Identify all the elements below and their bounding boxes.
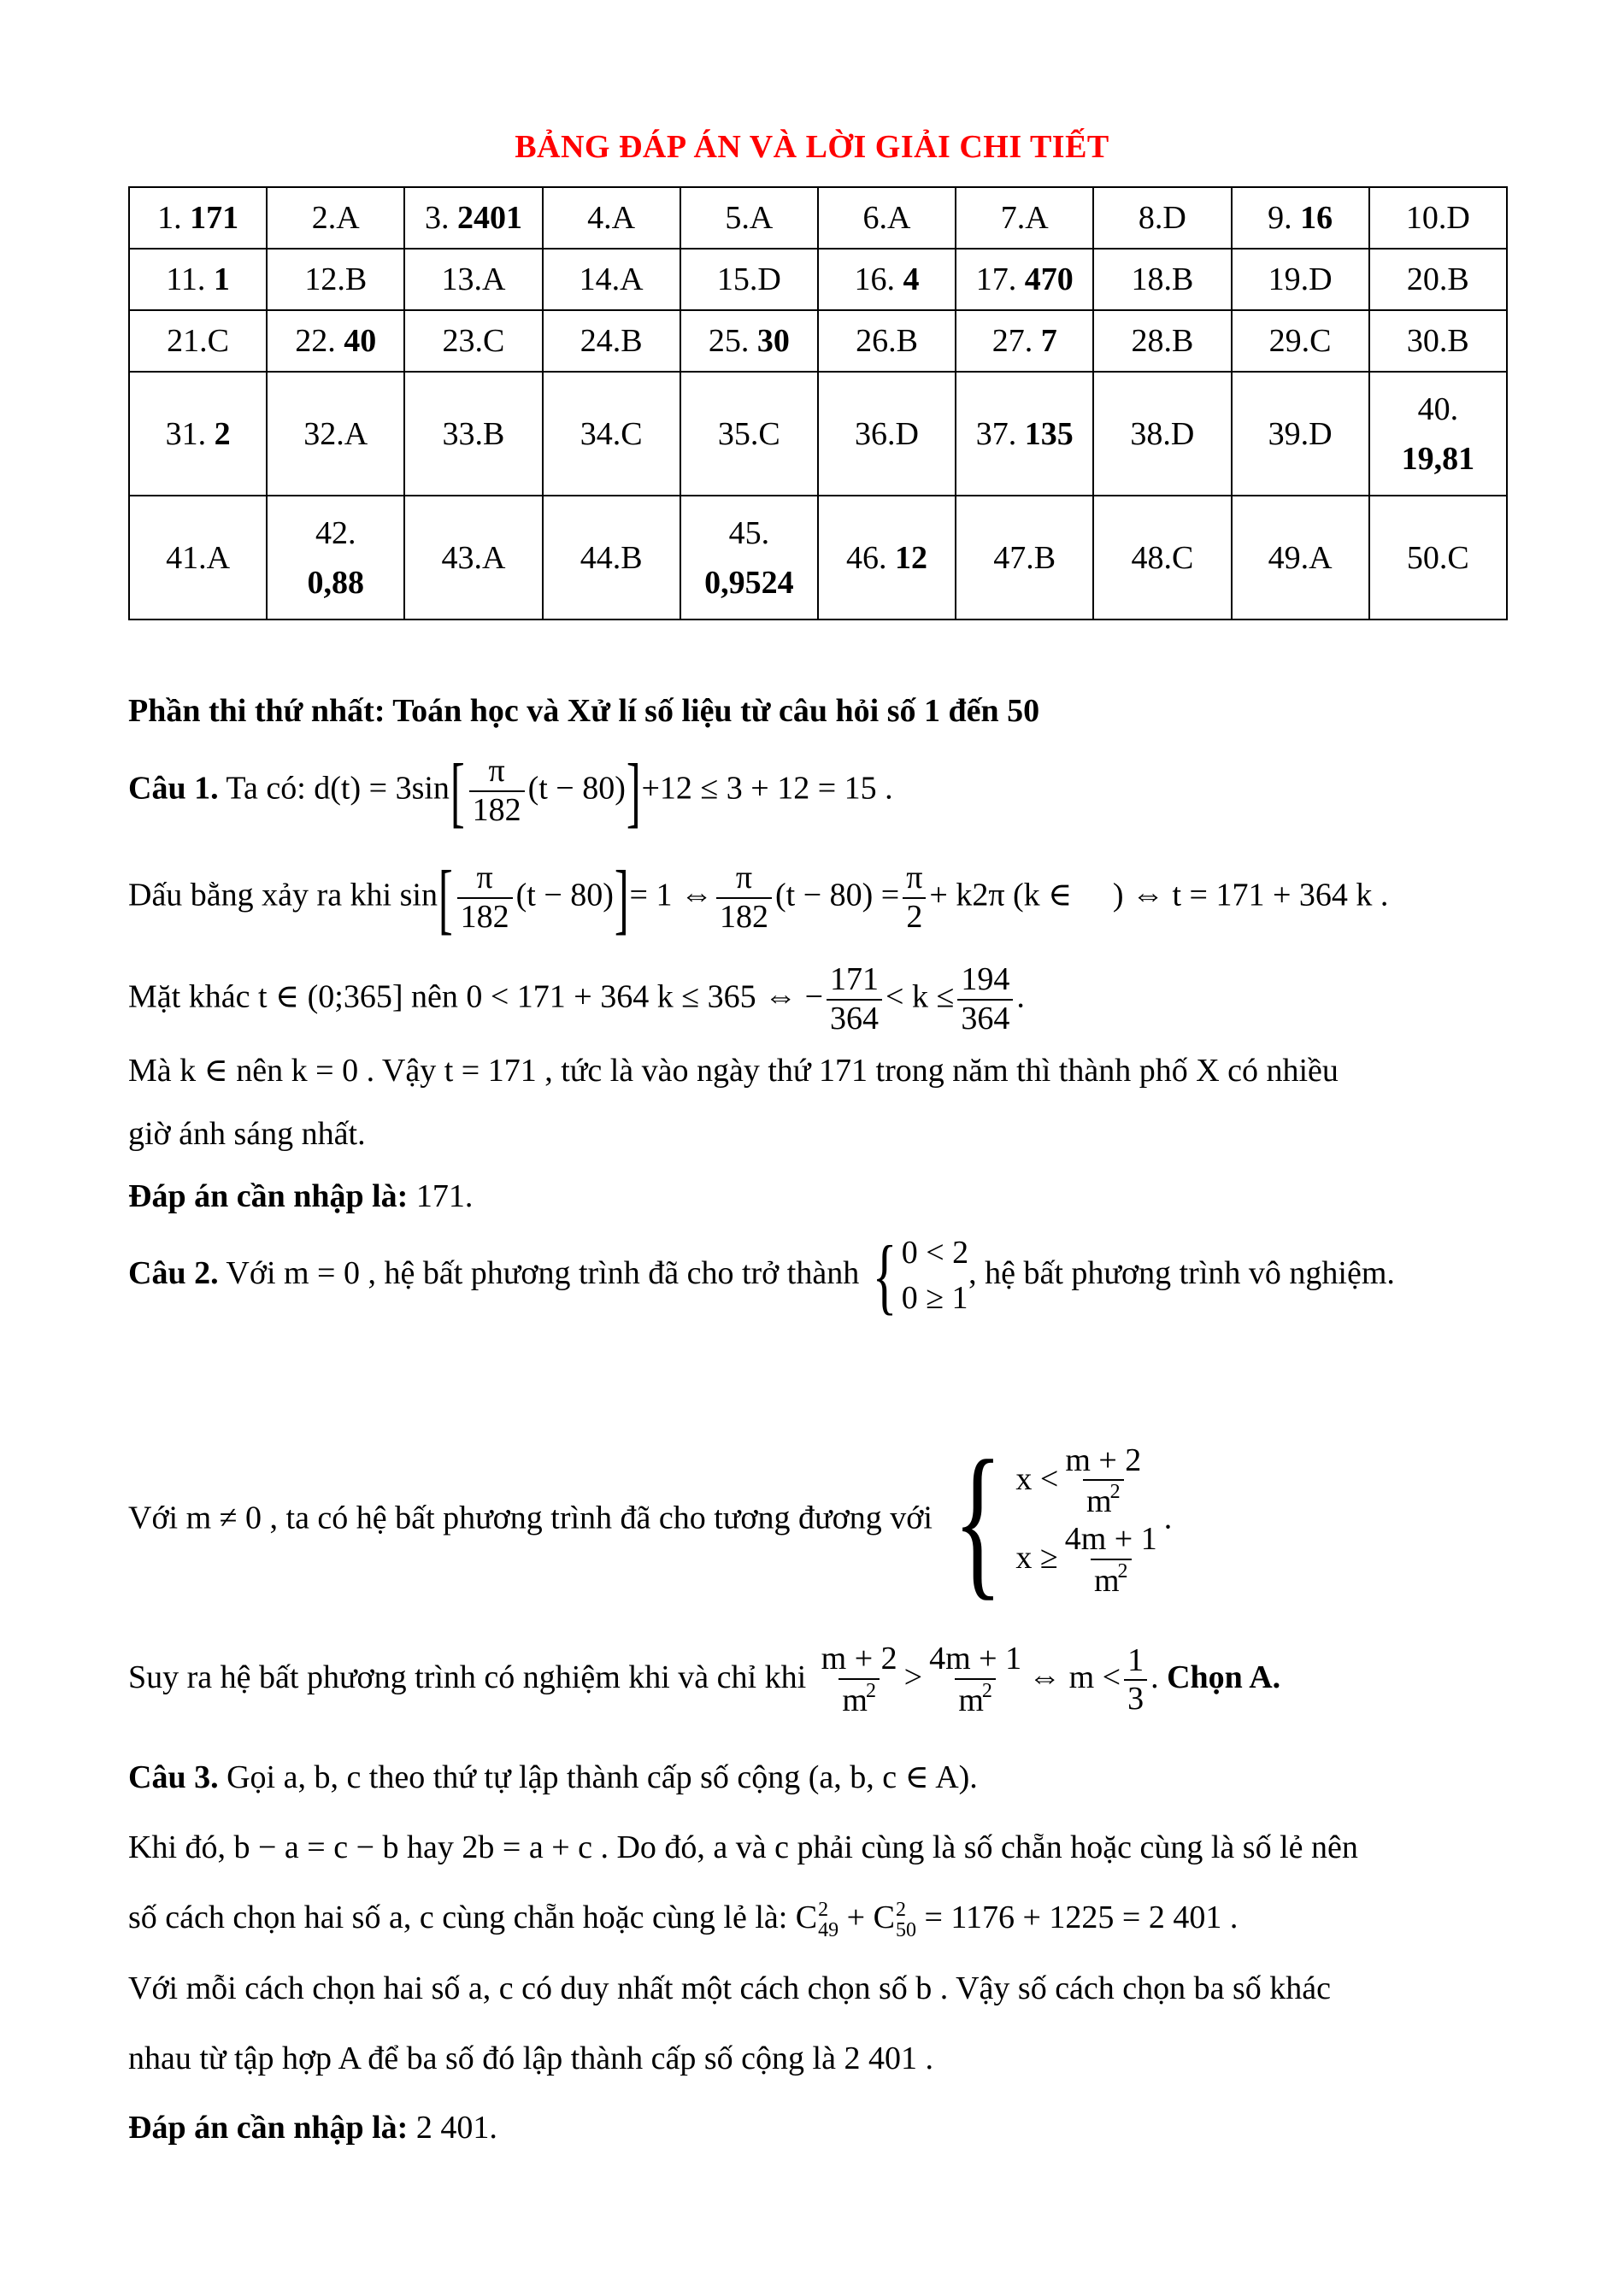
answer-value: B — [621, 323, 643, 359]
answer-value: B — [1033, 539, 1056, 576]
q3-combo-50: 2 50 — [895, 1899, 916, 1942]
question-number: 44. — [580, 539, 621, 576]
answer-cell — [267, 372, 404, 496]
q3-combo-49: 2 49 — [818, 1899, 839, 1942]
answer-value: 2 — [214, 415, 231, 452]
answer-cell — [129, 249, 267, 310]
answer-table — [128, 186, 1508, 620]
q1-frac-pi-182: $\frac{\pi}{182}$ — [469, 753, 525, 829]
question-number: 42. — [315, 514, 356, 551]
question-number: 24. — [580, 323, 621, 359]
q3-answer-label: Đáp án cần nhập là: — [128, 2110, 409, 2146]
answer-value: 2401 — [456, 200, 522, 236]
question-number: 33. — [442, 415, 484, 452]
answer-value: 470 — [1024, 261, 1074, 297]
answer-cell — [267, 249, 404, 310]
answer-value: C — [1309, 323, 1332, 359]
question-number: 16. — [854, 261, 896, 297]
question-number: 23. — [442, 323, 484, 359]
question-number: 8. — [1138, 200, 1163, 236]
q1-answer-value: 171. — [415, 1178, 474, 1214]
question-number: 15. — [716, 261, 758, 297]
answer-value: 0,9524 — [704, 564, 794, 601]
question-number: 41. — [166, 539, 207, 576]
answer-value: C — [1171, 539, 1194, 576]
question-number: 19. — [1268, 261, 1309, 297]
question-number: 14. — [579, 261, 621, 297]
answer-value: 19,81 — [1401, 440, 1475, 477]
q1-intro: Ta có: — [226, 770, 306, 807]
answer-cell — [267, 187, 404, 249]
answer-value: 1 — [213, 261, 230, 297]
answer-value: A — [611, 200, 636, 236]
answer-cell — [1232, 372, 1369, 496]
answer-value: A — [1309, 539, 1333, 576]
answer-value: D — [1309, 261, 1333, 297]
answer-cell — [543, 372, 680, 496]
q1-line2-intro: Dấu bằng xảy ra khi sin — [128, 877, 438, 913]
answer-cell — [1369, 496, 1507, 620]
answer-cell — [1232, 249, 1369, 310]
page-title: BẢNG ĐÁP ÁN VÀ LỜI GIẢI CHI TIẾT — [515, 129, 1109, 165]
answer-cell — [404, 187, 542, 249]
section-heading: Phần thi thứ nhất: Toán học và Xử lí số liệu từ câu hỏi số 1 đến 50 — [128, 693, 1040, 729]
answer-cell — [267, 310, 404, 372]
q3-line-5: nhau từ tập hợp A để ba số đó lập thành cấp số cộng là 2 401 . — [128, 2041, 933, 2076]
answer-value: A — [749, 200, 774, 236]
answer-cell — [956, 372, 1093, 496]
question-number: 12. — [304, 261, 345, 297]
q1-line3-intro: Mặt khác t ∈ (0;365] nên 0 < 171 + 364 k ≤ 365 ⇔ − — [128, 978, 824, 1015]
answer-value: 0,88 — [307, 564, 365, 601]
answer-value: 40 — [344, 323, 377, 359]
q2-frac-m-plus-2: $\frac{m + 2}{m^2}$ — [821, 1641, 897, 1718]
question-number: 34. — [580, 415, 621, 452]
answer-row — [129, 249, 1507, 310]
question-number: 20. — [1406, 261, 1448, 297]
answer-value: B — [1171, 261, 1194, 297]
question-number: 48. — [1131, 539, 1172, 576]
answer-cell — [404, 372, 542, 496]
q1-line2-eq2: (t − 80) = — [774, 877, 900, 913]
brace-icon: { — [872, 1228, 897, 1324]
answer-value: 171 — [190, 200, 239, 236]
answer-cell — [818, 187, 956, 249]
answer-value: 16 — [1300, 200, 1333, 236]
question-number: 46. — [846, 539, 887, 576]
q1-line-2 — [128, 854, 1389, 942]
answer-value: B — [344, 261, 368, 297]
answer-value: 12 — [895, 539, 928, 576]
answer-cell — [1093, 372, 1231, 496]
q2-line-2 — [128, 1426, 1173, 1615]
answer-cell — [1093, 310, 1231, 372]
answer-value: A — [344, 415, 368, 452]
q1-answer — [128, 1177, 473, 1215]
answer-cell — [404, 496, 542, 620]
answer-row — [129, 310, 1507, 372]
question-number: 47. — [993, 539, 1034, 576]
answer-value: D — [895, 415, 919, 452]
answer-cell — [267, 496, 404, 620]
q2-line3-end: . — [1150, 1659, 1159, 1695]
q1-line-1 — [128, 748, 893, 835]
q1-line2-eq1: = 1 ⇔ — [629, 877, 713, 913]
question-number: 45. — [728, 514, 770, 551]
answer-value: B — [1447, 261, 1469, 297]
question-number: 22. — [295, 323, 336, 359]
answer-cell — [1232, 310, 1369, 372]
answer-cell — [129, 496, 267, 620]
q3-line3-end: = 1176 + 1225 = 2 401 . — [924, 1900, 1239, 1935]
q3-line3-intro: số cách chọn hai số a, c cùng chẵn hoặc cùng lẻ là: C — [128, 1900, 818, 1935]
answer-value: B — [896, 323, 918, 359]
q1-line3-dot: . — [1016, 978, 1025, 1015]
answer-cell — [1369, 187, 1507, 249]
question-number: 11. — [166, 261, 206, 297]
question-number: 10. — [1405, 200, 1447, 236]
q2-line3-intro: Suy ra hệ bất phương trình có nghiệm khi và chỉ khi — [128, 1659, 807, 1695]
answer-value: D — [1446, 200, 1470, 236]
answer-value: D — [1170, 415, 1195, 452]
q1-t80: (t − 80) — [527, 770, 626, 807]
question-number: 9. — [1268, 200, 1292, 236]
answer-value: C — [621, 415, 643, 452]
q2-line2-dot: . — [1163, 1500, 1173, 1536]
answer-value: C — [483, 323, 505, 359]
answer-value: A — [1025, 200, 1049, 236]
answer-cell — [1232, 496, 1369, 620]
q2-iff: ⇔ m < — [1028, 1659, 1121, 1695]
q2-system-1: 0 < 2 0 ≥ 1 — [901, 1235, 969, 1317]
answer-value: 4 — [903, 261, 920, 297]
answer-cell — [1369, 310, 1507, 372]
answer-cell — [129, 310, 267, 372]
answer-value: 30 — [756, 323, 790, 359]
q1-t80-b: (t − 80) — [515, 877, 614, 913]
question-number: 6. — [862, 200, 888, 236]
q1-line2-eq3: + k2π (k ∈ — [929, 877, 1073, 913]
answer-cell — [818, 249, 956, 310]
answer-cell — [543, 187, 680, 249]
q3-line1-text: Gọi a, b, c theo thứ tự lập thành cấp số cộng (a, b, c ∈ A). — [227, 1759, 978, 1795]
question-number: 17. — [975, 261, 1017, 297]
answer-cell — [543, 310, 680, 372]
q1-frac-171-364: $\frac{171}{364}$ — [827, 961, 882, 1037]
answer-row — [129, 496, 1507, 620]
q3-line-2: Khi đó, b − a = c − b hay 2b = a + c . Do đó, a và c phải cùng là số chẵn hoặc cùng là số lẻ nên — [128, 1829, 1358, 1865]
answer-cell — [404, 249, 542, 310]
q3-plus-c: + C — [846, 1900, 895, 1935]
right-bracket-icon: ] — [614, 854, 629, 942]
q1-line2-eq4: ) ⇔ t = 171 + 364 k . — [1112, 877, 1389, 913]
question-number: 3. — [424, 200, 450, 236]
q1-answer-label: Đáp án cần nhập là: — [128, 1178, 409, 1214]
brace-icon: { — [953, 1426, 1003, 1615]
answer-value: A — [481, 261, 506, 297]
answer-value: B — [1171, 323, 1194, 359]
answer-value: B — [1447, 323, 1469, 359]
q3-line-1 — [128, 1758, 978, 1796]
q3-answer — [128, 2109, 497, 2146]
question-number: 4. — [587, 200, 612, 236]
answer-cell — [129, 372, 267, 496]
question-number: 38. — [1130, 415, 1171, 452]
answer-cell — [543, 496, 680, 620]
answer-cell — [404, 310, 542, 372]
q1-line3-mid: < k ≤ — [886, 978, 955, 1015]
q2-after1: , hệ bất phương trình vô nghiệm. — [968, 1254, 1395, 1291]
q1-line-4: Mà k ∈ nên k = 0 . Vậy t = 171 , tức là vào ngày thứ 171 trong năm thì thành phố X có nhiều — [128, 1053, 1339, 1089]
answer-value: A — [887, 200, 911, 236]
question-number: 39. — [1268, 415, 1309, 452]
q2-gt: > — [903, 1659, 923, 1695]
question-number: 25. — [708, 323, 750, 359]
left-bracket-icon: [ — [438, 854, 453, 942]
answer-cell — [680, 496, 818, 620]
answer-value: A — [620, 261, 644, 297]
answer-cell — [818, 310, 956, 372]
answer-cell — [956, 496, 1093, 620]
q3-label: Câu 3. — [128, 1759, 219, 1795]
answer-value: B — [621, 539, 643, 576]
q2-intro: Với m = 0 , hệ bất phương trình đã cho trở thành — [226, 1254, 860, 1291]
right-bracket-icon: ] — [626, 748, 641, 835]
answer-value: A — [336, 200, 360, 236]
q1-label: Câu 1. — [128, 770, 219, 807]
answer-cell — [680, 310, 818, 372]
question-number: 21. — [167, 323, 208, 359]
answer-value: B — [483, 415, 505, 452]
question-number: 35. — [717, 415, 759, 452]
answer-cell — [818, 372, 956, 496]
answer-cell — [1369, 249, 1507, 310]
q2-label: Câu 2. — [128, 1254, 219, 1291]
answer-cell — [956, 249, 1093, 310]
question-number: 36. — [855, 415, 896, 452]
q2-choose: Chọn A. — [1167, 1659, 1281, 1695]
answer-cell — [956, 310, 1093, 372]
q1-eq-left: d(t) = 3sin — [314, 770, 450, 807]
answer-value: 135 — [1024, 415, 1074, 452]
q2-line-1 — [128, 1228, 1395, 1324]
question-number: 30. — [1406, 323, 1448, 359]
answer-cell — [956, 187, 1093, 249]
answer-cell — [1093, 496, 1231, 620]
answer-cell — [680, 187, 818, 249]
answer-cell — [1093, 187, 1231, 249]
question-number: 7. — [1000, 200, 1026, 236]
answer-row — [129, 372, 1507, 496]
q2-line2-intro: Với m ≠ 0 , ta có hệ bất phương trình đã cho tương đương với — [128, 1500, 933, 1536]
q3-line-3 — [128, 1899, 1238, 1941]
answer-cell — [680, 372, 818, 496]
answer-row — [129, 187, 1507, 249]
answer-value: D — [757, 261, 781, 297]
answer-value: C — [1447, 539, 1469, 576]
question-number: 32. — [303, 415, 344, 452]
q2-frac-4m-plus-1: $\frac{4m + 1}{m^2}$ — [929, 1641, 1022, 1718]
answer-value: A — [481, 539, 506, 576]
question-number: 28. — [1131, 323, 1172, 359]
question-number: 43. — [441, 539, 482, 576]
left-bracket-icon: [ — [450, 748, 465, 835]
question-number: 37. — [975, 415, 1017, 452]
question-number: 40. — [1417, 390, 1459, 427]
q2-line-3 — [128, 1641, 1280, 1719]
q1-line-3 — [128, 961, 1025, 1037]
q1-frac-pi-182-b: $\frac{\pi}{182}$ — [457, 860, 513, 936]
answer-value: D — [1162, 200, 1186, 236]
question-number: 2. — [311, 200, 337, 236]
question-number: 5. — [725, 200, 750, 236]
q3-line-4: Với mỗi cách chọn hai số a, c có duy nhất một cách chọn số b . Vậy số cách chọn ba số khác — [128, 1970, 1332, 2006]
question-number: 26. — [856, 323, 897, 359]
question-number: 31. — [165, 415, 207, 452]
answer-cell — [129, 187, 267, 249]
question-number: 13. — [441, 261, 482, 297]
answer-cell — [680, 249, 818, 310]
question-number: 50. — [1406, 539, 1448, 576]
question-number: 29. — [1268, 323, 1310, 359]
q2-system-2: x < $\frac{m + 2}{m^2}$ x ≥ $\frac{4m + 1}{m^2}$ — [1015, 1442, 1157, 1599]
q1-frac-194-364: $\frac{194}{364}$ — [957, 961, 1013, 1037]
q1-line-5: giờ ánh sáng nhất. — [128, 1116, 366, 1152]
answer-cell — [818, 496, 956, 620]
q1-eq-right: +12 ≤ 3 + 12 = 15 . — [641, 770, 893, 807]
answer-value: D — [1309, 415, 1333, 452]
answer-value: C — [758, 415, 780, 452]
q1-frac-pi-182-c: $\frac{\pi}{182}$ — [716, 860, 772, 936]
question-number: 18. — [1131, 261, 1172, 297]
question-number: 49. — [1268, 539, 1309, 576]
answer-cell — [1369, 372, 1507, 496]
q3-answer-value: 2 401. — [415, 2110, 497, 2146]
question-number: 27. — [991, 323, 1033, 359]
q1-frac-pi-2: $\frac{\pi}{2}$ — [903, 860, 926, 936]
answer-cell — [543, 249, 680, 310]
answer-value: 7 — [1040, 323, 1057, 359]
question-number: 1. — [157, 200, 182, 236]
answer-value: C — [207, 323, 230, 359]
answer-value: A — [206, 539, 231, 576]
answer-cell — [1093, 249, 1231, 310]
q2-frac-1-3: $\frac{1}{3}$ — [1124, 1642, 1147, 1718]
answer-cell — [1232, 187, 1369, 249]
